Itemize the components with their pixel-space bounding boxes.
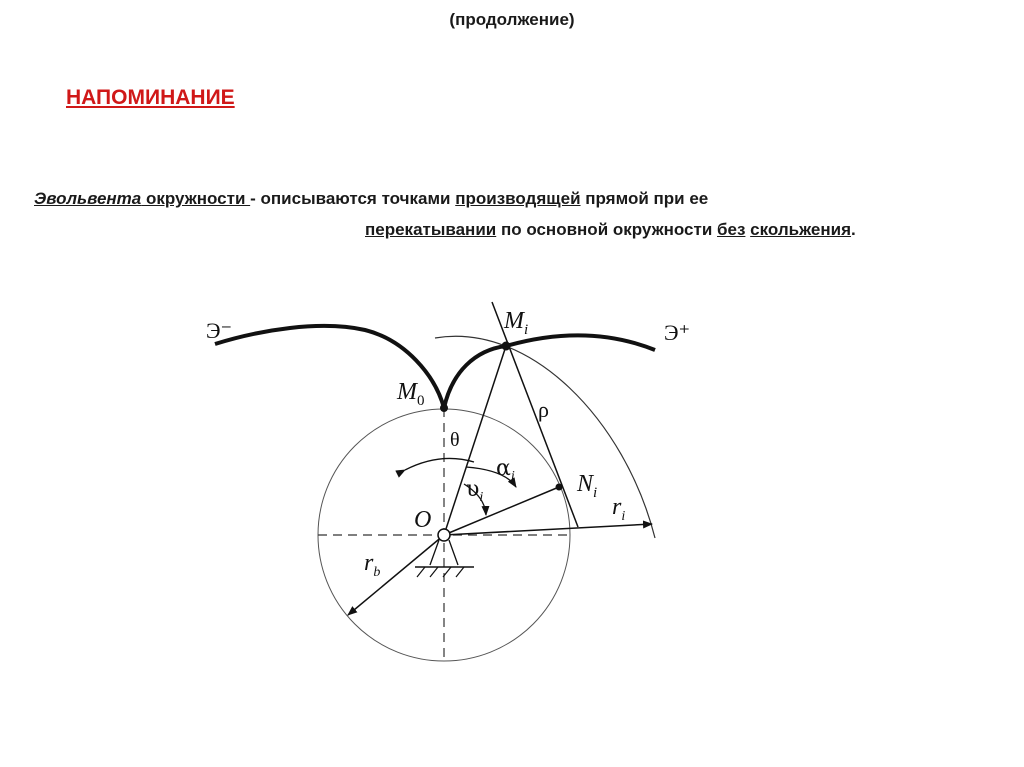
label-upsilon: $\upsilon_i$ <box>466 477 484 505</box>
radius-rb-arrow <box>348 535 444 615</box>
label-e-plus: Э⁺ <box>664 320 691 345</box>
radius-ri-arc <box>435 336 655 538</box>
label-theta: θ <box>450 429 460 451</box>
word-generating: производящей <box>455 189 581 208</box>
def-text-3: по основной окружности <box>496 220 718 239</box>
word-rolling: перекатывании <box>365 220 497 239</box>
reminder-heading: НАПОМИНАНИЕ <box>66 86 235 109</box>
label-ri: $r_i$ <box>612 494 626 524</box>
label-ni: $N_i$ <box>577 471 598 501</box>
pivot-support <box>415 529 474 577</box>
label-mi: $M_i$ <box>504 308 529 338</box>
label-o: O <box>414 507 432 533</box>
radius-o-ni <box>444 487 559 535</box>
word-sliding: скольжения <box>750 220 852 239</box>
label-rho: ρ <box>538 397 549 422</box>
point-m0 <box>440 404 448 412</box>
def-text-2: прямой при ее <box>580 189 709 208</box>
term-italic: Эвольвента <box>34 189 142 208</box>
angle-theta-arc <box>405 458 474 470</box>
def-text-1: - описываются точками <box>250 189 456 208</box>
label-e-minus: Э⁻ <box>206 318 233 343</box>
label-rb: $r_b$ <box>364 550 381 580</box>
point-ni <box>556 484 563 491</box>
point-mi <box>502 342 511 351</box>
term-rest: окружности <box>141 189 251 208</box>
label-m0: $M_0$ <box>397 379 425 409</box>
def-end: . <box>851 220 856 239</box>
word-without: без <box>717 220 746 239</box>
slide-subtitle: (продолжение) <box>449 10 575 29</box>
label-alpha: $\alpha_i$ <box>496 456 515 484</box>
radius-ri-arrow <box>444 524 652 535</box>
